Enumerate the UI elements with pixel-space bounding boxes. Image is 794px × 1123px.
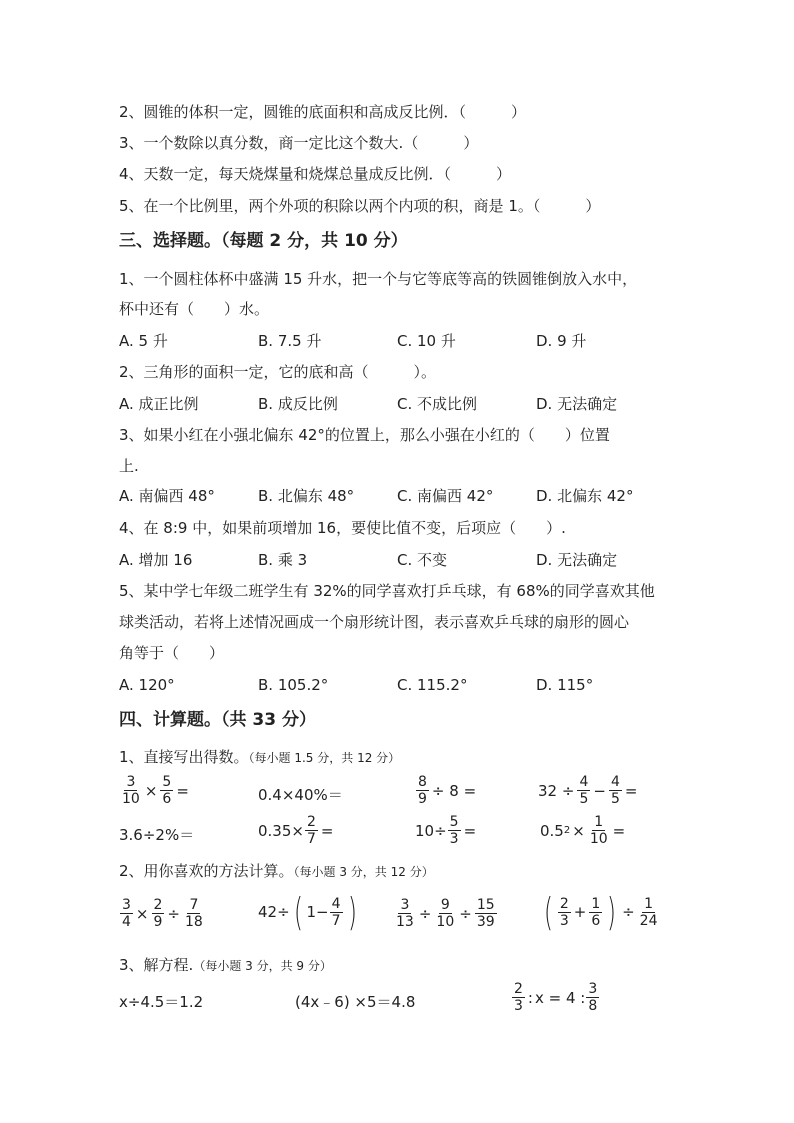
s3-q5-opt-b: B. 105.2° [258, 676, 329, 694]
judge-q4: 4、天数一定，每天烧煤量和烧煤总量成反比例．（ ） [119, 165, 512, 183]
fraction: $\frac{4}{7}$ [331, 895, 341, 929]
s4-p1-note: （每小题 1.5 分，共 12 分） [248, 751, 401, 765]
calc-c1: $\frac{3}{4}$ × $\frac{2}{9}$ ÷ $\frac{7}{18}$ [122, 897, 203, 930]
fraction: $\frac{5}{3}$ [449, 814, 459, 847]
s3-q4-opt-c: C. 不变 [397, 551, 448, 569]
calc-b2: 0.35× $\frac{2}{7}$ = [258, 814, 334, 847]
s3-q1-opt-c: C. 10 升 [397, 332, 456, 350]
s3-q2-opt-c: C. 不成比例 [397, 395, 478, 413]
s3-q5-line2: 球类活动，若将上述情况画成一个扇形统计图，表示喜欢乒乓球的扇形的圆心 [119, 613, 630, 631]
equation-2: (4x﹣6) ×5＝4.8 [295, 993, 416, 1011]
s3-q3-line2: 上. [119, 457, 139, 475]
s3-q3-line1: 3、如果小红在小强北偏东 42°的位置上，那么小强在小红的（ ）位置 [119, 426, 610, 444]
calc-b1: 3.6÷2%＝ [119, 826, 195, 844]
fraction: $\frac{5}{6}$ [162, 774, 172, 807]
fraction: $\frac{1}{10}$ [589, 814, 608, 847]
fraction: $\frac{2}{3}$ [559, 895, 569, 929]
fraction: $\frac{3}{10}$ [122, 774, 140, 807]
s4-p2-title-text: 2、用你喜欢的方法计算。 [119, 862, 294, 880]
s3-q1-line2: 杯中还有（ ）水。 [119, 300, 270, 318]
calc-c2: 42÷ ( 1− $\frac{4}{7}$ ) [258, 890, 357, 934]
fraction: $\frac{1}{6}$ [591, 895, 601, 929]
calc-b4: 0.5 2 × $\frac{1}{10}$ = [540, 814, 626, 847]
calc-a2: 0.4×40%＝ [258, 786, 343, 804]
s4-p1-title [119, 747, 400, 768]
equation-1: x÷4.5＝1.2 [119, 993, 204, 1011]
s3-q1-opt-d: D. 9 升 [536, 332, 587, 350]
calc-b3-text: 10÷ [415, 821, 447, 840]
equation-3-text: x = 4 : [534, 988, 586, 1007]
s3-q3-opt-a: A. 南偏西 48° [119, 487, 215, 505]
fraction: $\frac{4}{5}$ [579, 774, 589, 807]
fraction: $\frac{7}{18}$ [185, 897, 203, 930]
s3-q1-opt-a: A. 5 升 [119, 332, 168, 350]
section4-title: 四、计算题。（共 33 分） [119, 710, 316, 730]
s3-q1-line1: 1、一个圆柱体杯中盛满 15 升水，把一个与它等底等高的铁圆锥倒放入水中， [119, 270, 638, 288]
s3-q4-opt-b: B. 乘 3 [258, 551, 308, 569]
s3-q2-opt-a: A. 成正比例 [119, 395, 199, 413]
s3-q4-opt-a: A. 增加 16 [119, 551, 193, 569]
calc-b4-text: 0.5 [540, 821, 564, 840]
calc-a1: $\frac{3}{10}$ × $\frac{5}{6}$ = [122, 774, 189, 807]
s4-p3-title-text: 3、解方程. [119, 956, 194, 974]
fraction: $\frac{8}{9}$ [418, 774, 427, 807]
s4-p3-note: （每小题 3 分，共 9 分） [193, 959, 332, 973]
section3-title: 三、选择题。（每题 2 分，共 10 分） [119, 231, 408, 251]
fraction: $\frac{2}{7}$ [306, 814, 316, 847]
s3-q4: 4、在 8:9 中，如果前项增加 16，要使比值不变，后项应（ ）. [119, 519, 566, 537]
s3-q2-opt-d: D. 无法确定 [536, 395, 618, 413]
s3-q5-opt-a: A. 120° [119, 676, 175, 694]
s3-q2: 2、三角形的面积一定，它的底和高（ ）。 [119, 363, 437, 381]
judge-q3: 3、一个数除以真分数，商一定比这个数大.（ ） [119, 134, 479, 152]
s4-p2-title [119, 861, 434, 882]
s3-q3-opt-b: B. 北偏东 48° [258, 487, 355, 505]
calc-b3: 10÷ $\frac{5}{3}$ = [415, 814, 477, 847]
judge-q2: 2、圆锥的体积一定，圆锥的底面积和高成反比例．（ ） [119, 103, 527, 121]
calc-a4: 32 ÷ $\frac{4}{5}$ − $\frac{4}{5}$ = [538, 774, 638, 807]
equation-3: $\frac{2}{3}$ : x = 4 : $\frac{3}{8}$ [514, 981, 598, 1014]
fraction: $\frac{2}{3}$ [514, 981, 523, 1014]
s3-q1-opt-b: B. 7.5 升 [258, 332, 322, 350]
calc-c4: ( $\frac{2}{3}$ + $\frac{1}{6}$ ) ÷ $\frac{1}{24}$ [543, 890, 658, 934]
fraction: $\frac{3}{13}$ [396, 897, 414, 930]
fraction: $\frac{9}{10}$ [436, 897, 455, 930]
fraction: $\frac{3}{8}$ [588, 981, 598, 1014]
s3-q5-opt-c: C. 115.2° [397, 676, 468, 694]
s3-q3-opt-d: D. 北偏东 42° [536, 487, 634, 505]
calc-c3: $\frac{3}{13}$ ÷ $\frac{9}{10}$ ÷ $\frac{15}{39}$ [396, 897, 495, 930]
s3-q4-opt-d: D. 无法确定 [536, 551, 618, 569]
fraction: $\frac{15}{39}$ [476, 897, 495, 930]
calc-b2-text: 0.35× [258, 821, 304, 840]
s3-q5-opt-d: D. 115° [536, 676, 594, 694]
judge-q5: 5、在一个比例里，两个外项的积除以两个内项的积，商是 1。（ ） [119, 197, 601, 215]
s3-q2-opt-b: B. 成反比例 [258, 395, 338, 413]
s4-p2-note: （每小题 3 分，共 12 分） [293, 865, 434, 879]
s4-p1-title-text: 1、直接写出得数。 [119, 748, 249, 766]
fraction: $\frac{1}{24}$ [639, 895, 658, 929]
s3-q5-line1: 5、某中学七年级二班学生有 32%的同学喜欢打乒乓球，有 68%的同学喜欢其他 [119, 582, 655, 600]
calc-c2-text: 42÷ [258, 903, 290, 921]
fraction: $\frac{3}{4}$ [122, 897, 131, 930]
fraction: $\frac{2}{9}$ [153, 897, 163, 930]
s3-q3-opt-c: C. 南偏西 42° [397, 487, 494, 505]
s4-p3-title [119, 955, 332, 976]
s3-q5-line3: 角等于（ ） [119, 644, 225, 662]
fraction: $\frac{4}{5}$ [610, 774, 620, 807]
calc-a3: $\frac{8}{9}$ ÷ 8 = [418, 774, 477, 807]
